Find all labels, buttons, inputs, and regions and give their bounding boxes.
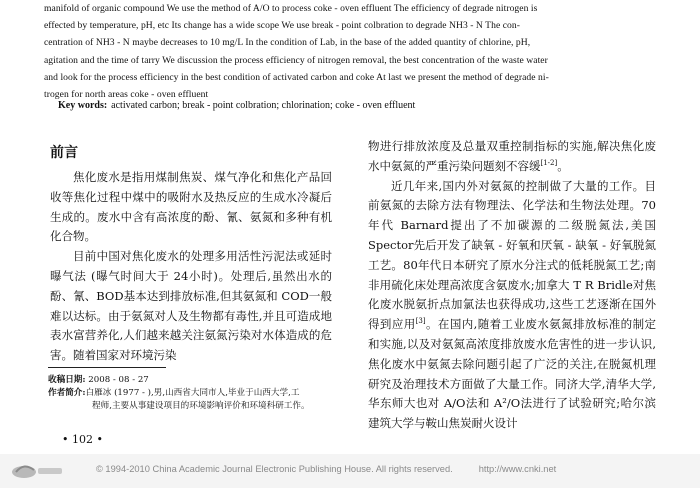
keywords-label: Key words: <box>58 100 108 111</box>
keywords-text: activated carbon; break - point colbration; chlorination; coke - oven effluent <box>111 100 416 111</box>
paragraph: 目前中国对焦化废水的处理多用活性污泥法或延时曝气法 (曝气时间大于 24小时)。处理后,虽然出水的酚、氰、BOD基本达到排放标准,但其氨氮和 COD一般难以达标。由于氨氮对人及生物都有毒性,并且可造成地表水富营养化,人们越来越关注氨氮污染对水体造成的危害。随着国家对环境污染 <box>50 249 332 363</box>
footnotes <box>48 374 338 414</box>
paragraph: 物进行排放浓度及总量双重控制指标的实施,解决焦化废水中氨氮的严重污染问题刻不容缓[1-2]。 <box>368 139 656 173</box>
paragraph: 近几年来,国内外对氨氮的控制做了大量的工作。目前氨氮的去除方法有物理法、化学法和生物法处理。70年代 Barnard提出了不加碳源的二级脱氮法,美国 Spector先后开发了缺氧 - 好氧和厌氧 - 缺氧 - 好氧脱氮工艺。80年代日本研究了原水分注式的低耗脱氮工艺;南非用硫化床处理高浓度含氨废水;加拿大 T R Bridle对焦化废水脱氨折点加氯法也获得成功,这些工艺逐渐在国外得到应用[3]。在国内,随着工业废水氨氮排放标准的制定和实施,以及对氨氮高浓度排放废水危害性的进一步认识,焦化废水中氨氮去除问题引起了广泛的关注,在脱氮机理研究及治理技术方面做了大量工作。同济大学,清华大学,华东师大也对 A/O法和 A²/O法进行了试验研究;哈尔滨建筑大学与鞍山焦炭耐火设计 <box>368 178 656 431</box>
section-heading: 前言 <box>50 145 78 161</box>
abstract-line: effected by temperature, pH, etc Its change has a wide scope We use break - point colbration to degrade NH3 - N The con- <box>44 20 520 32</box>
author-bio-continued: 程师,主要从事建设项目的环境影响评价和环境科研工作。 <box>92 401 310 412</box>
left-column <box>50 168 332 366</box>
paragraph: 焦化废水是指用煤制焦炭、煤气净化和焦化产品回收等焦化过程中煤中的吸附水及热反应的生成水冷凝后生成的。废水中含有高浓度的酚、氰、氨氮和多种有机化合物。 <box>50 170 332 244</box>
site-link[interactable]: http://www.cnki.net <box>478 464 557 474</box>
right-column <box>368 137 656 434</box>
abstract-line: centration of NH3 - N maybe decreases to 10 mg/L In the condition of Lab, in the base of the added quantity of chlorine, pH, <box>44 37 531 49</box>
abstract-line: trogen for north areas coke - oven effluent <box>44 89 209 101</box>
page-number: • 102 • <box>62 433 103 446</box>
author-bio: 作者简介:白雁冰 (1977 - ),男,山西省大同市人,毕业于山西大学,工 <box>48 388 300 399</box>
copyright-text: © 1994-2010 China Academic Journal Electronic Publishing House. All rights reserved. <box>96 464 453 474</box>
keywords <box>58 100 415 111</box>
received-date: 收稿日期: 2008 - 08 - 27 <box>48 375 149 385</box>
footer-text <box>96 464 582 474</box>
abstract-line: agitation and the time of tarry We discussion the process efficiency of nitrogen removal, the best concentration of the waste water <box>44 54 548 66</box>
english-abstract <box>44 0 656 103</box>
citation[interactable]: [1-2] <box>540 158 558 167</box>
citation[interactable]: [3] <box>415 317 426 326</box>
abstract-line: manifold of organic compound We use the method of A/O to process coke - oven effluent The efficiency of degrade nitrogen is <box>44 3 538 14</box>
publisher-logo-icon <box>10 460 66 480</box>
abstract-line: and look for the process efficiency in the best condition of activated carbon and coke At last we present the method of degrade ni- <box>44 71 549 83</box>
footnote-divider <box>48 367 166 368</box>
